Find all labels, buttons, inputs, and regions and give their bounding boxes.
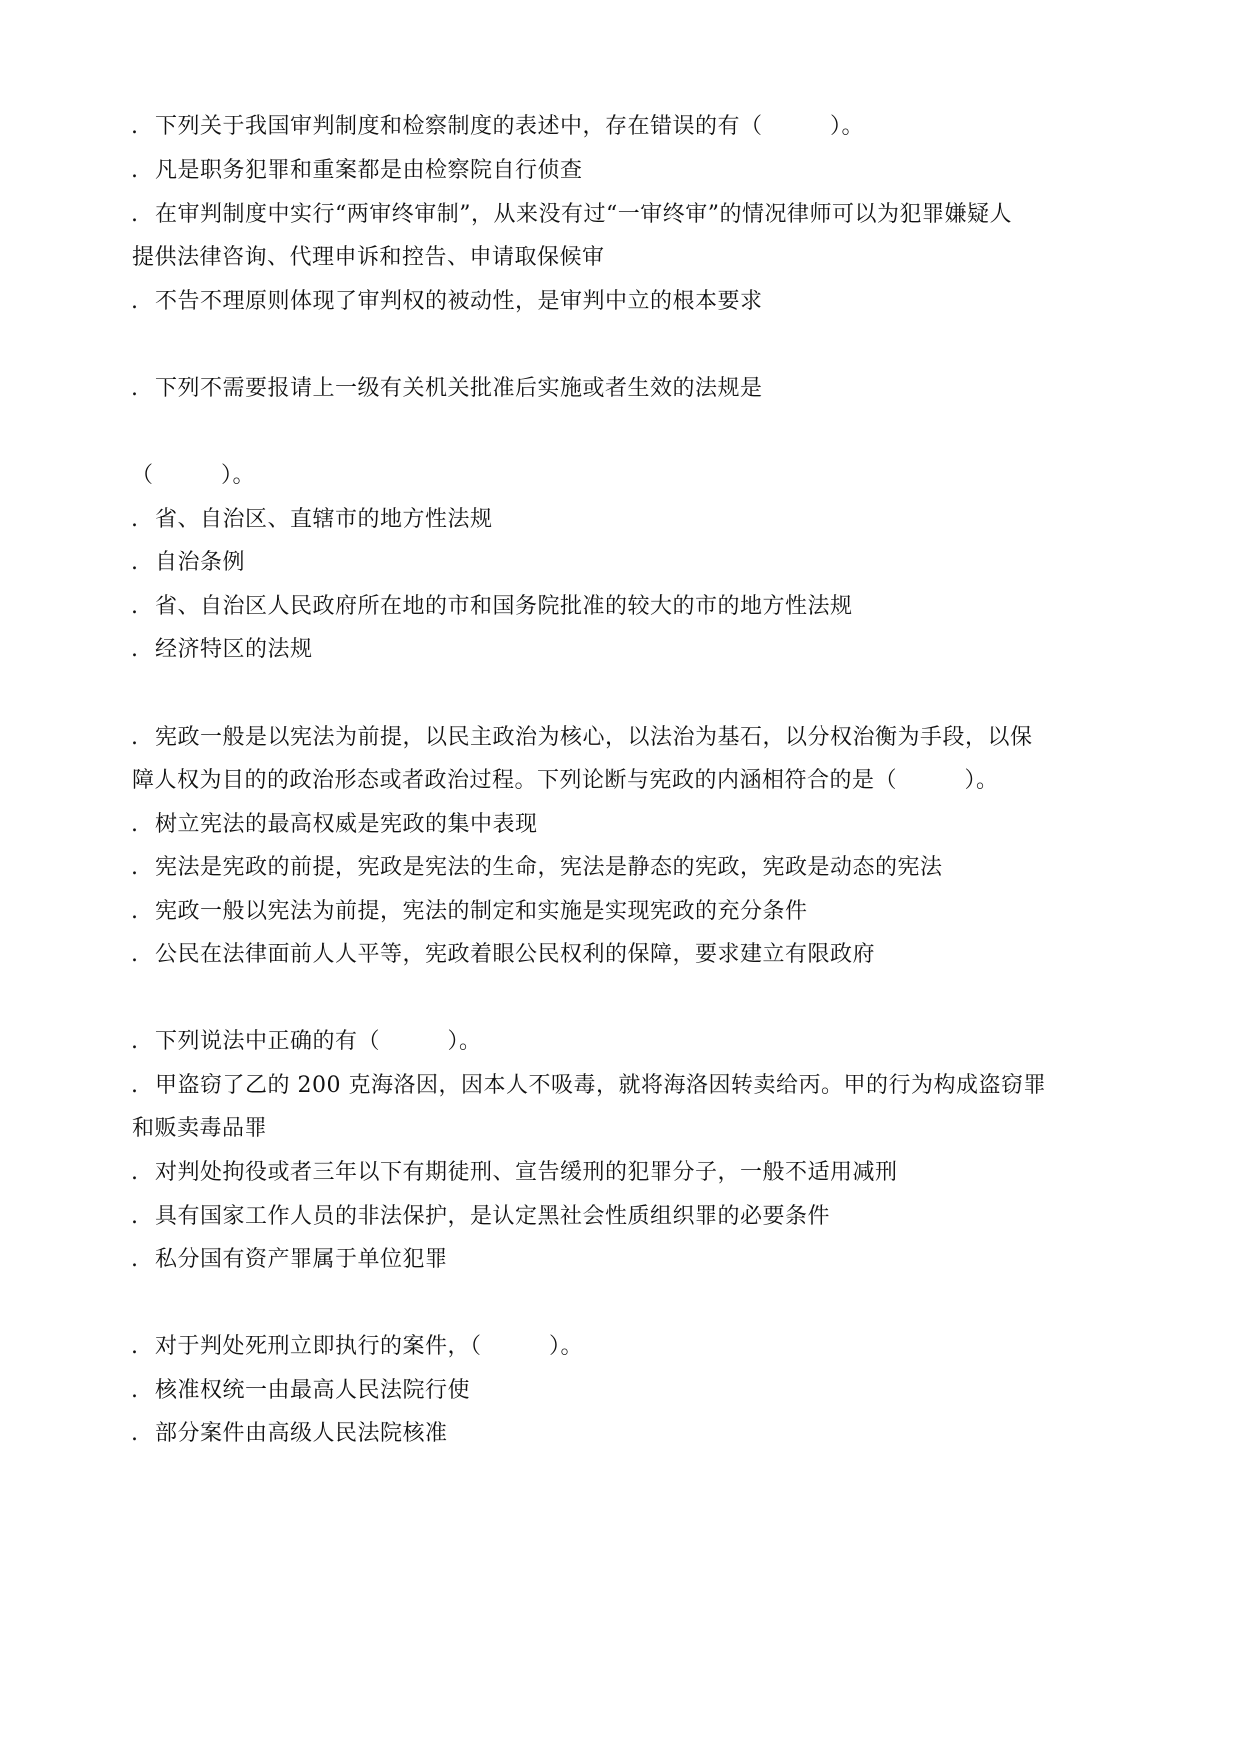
- question-4-option-2: . 对判处拘役或者三年以下有期徒刑、宣告缓刑的犯罪分子，一般不适用减刑: [131, 1160, 898, 1185]
- question-3-stem-continued: 障人权为目的的政治形态或者政治过程。下列论断与宪政的内涵相符合的是（ ）。: [132, 768, 999, 793]
- question-3-stem: . 宪政一般是以宪法为前提，以民主政治为核心，以法治为基石，以分权治衡为手段，以保: [131, 725, 1033, 750]
- question-4-stem: . 下列说法中正确的有（ ）。: [131, 1029, 482, 1054]
- question-4-option-1: . 甲盗窃了乙的 200 克海洛因，因本人不吸毒，就将海洛因转卖给丙。甲的行为构成盗窃罪: [131, 1073, 1046, 1098]
- question-1-option-2-continued: 提供法律咨询、代理申诉和控告、申请取保候审: [132, 245, 605, 270]
- question-2-option-1: . 省、自治区、直辖市的地方性法规: [131, 507, 493, 532]
- question-3-option-2: . 宪法是宪政的前提，宪政是宪法的生命，宪法是静态的宪政，宪政是动态的宪法: [131, 855, 943, 880]
- question-4-option-3: . 具有国家工作人员的非法保护，是认定黑社会性质组织罪的必要条件: [131, 1204, 831, 1229]
- question-4-option-4: . 私分国有资产罪属于单位犯罪: [131, 1247, 448, 1272]
- question-2-paren: （ ）。: [131, 463, 256, 488]
- question-1-option-2: . 在审判制度中实行“两审终审制”，从来没有过“一审终审”的情况律师可以为犯罪嫌疑人: [131, 202, 1012, 227]
- question-3-option-1: . 树立宪法的最高权威是宪政的集中表现: [131, 812, 538, 837]
- question-5-stem: . 对于判处死刑立即执行的案件，（ ）。: [131, 1334, 584, 1359]
- question-1-option-1: . 凡是职务犯罪和重案都是由检察院自行侦查: [131, 158, 583, 183]
- question-3-option-3: . 宪政一般以宪法为前提，宪法的制定和实施是实现宪政的充分条件: [131, 899, 808, 924]
- question-1-option-3: . 不告不理原则体现了审判权的被动性，是审判中立的根本要求: [131, 289, 763, 314]
- question-2-option-2: . 自治条例: [131, 550, 246, 575]
- question-2-option-3: . 省、自治区人民政府所在地的市和国务院批准的较大的市的地方性法规: [131, 594, 853, 619]
- question-5-option-1: . 核准权统一由最高人民法院行使: [131, 1378, 471, 1403]
- question-5-option-2: . 部分案件由高级人民法院核准: [131, 1421, 448, 1446]
- question-4-option-1-continued: 和贩卖毒品罪: [132, 1116, 268, 1141]
- question-1-stem: . 下列关于我国审判制度和检察制度的表述中，存在错误的有（ ）。: [131, 114, 865, 139]
- question-2-stem: . 下列不需要报请上一级有关机关批准后实施或者生效的法规是: [131, 376, 763, 401]
- question-3-option-4: . 公民在法律面前人人平等，宪政着眼公民权利的保障，要求建立有限政府: [131, 942, 876, 967]
- question-2-option-4: . 经济特区的法规: [131, 637, 313, 662]
